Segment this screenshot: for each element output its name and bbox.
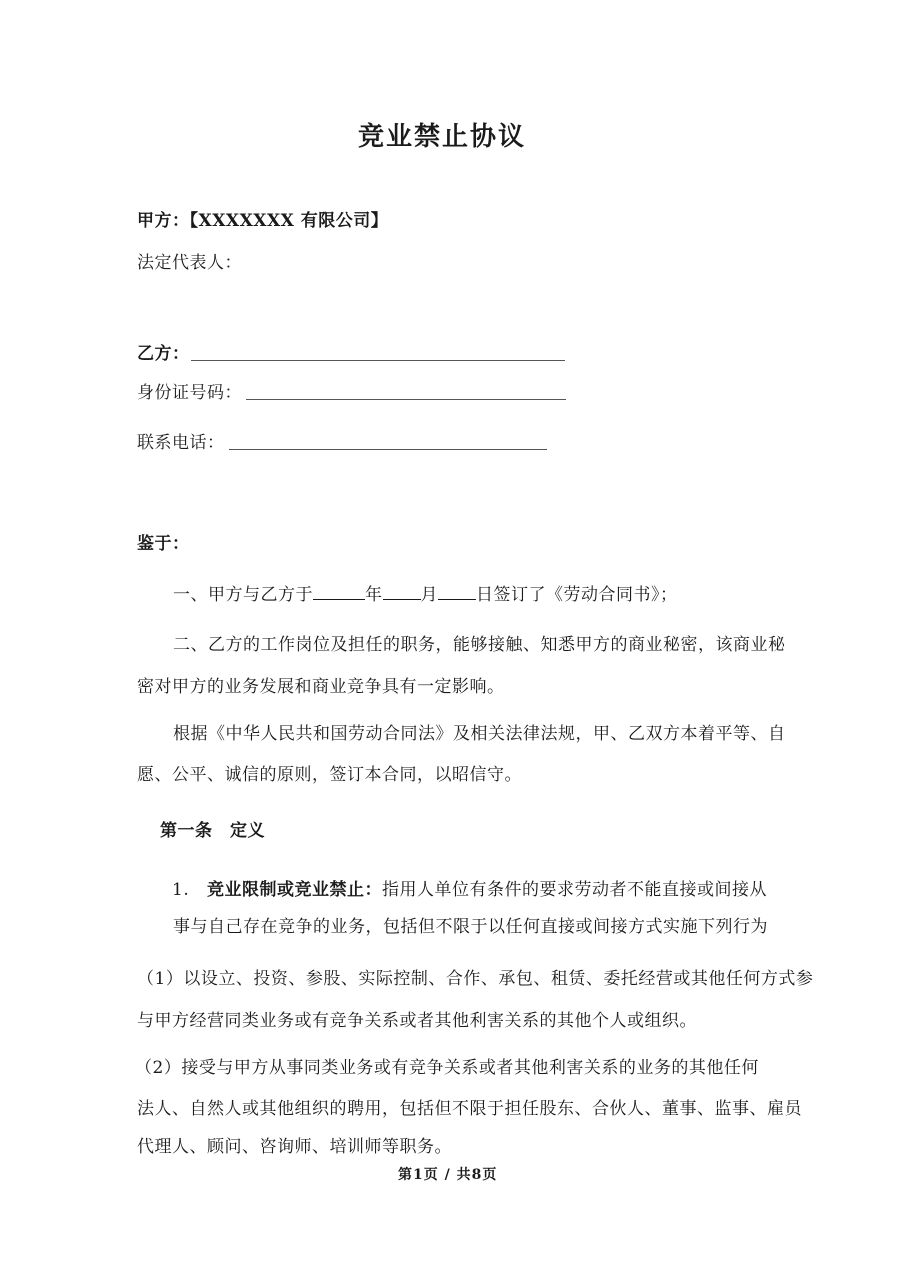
definition-line-1: 1. 竞业限制或竞业禁止：指用人单位有条件的要求劳动者不能直接或间接从 [172,880,767,900]
party-b-label: 乙方： [137,344,190,364]
id-number-label: 身份证号码： [137,383,242,403]
item-2-line-2: 法人、自然人或其他组织的聘用，包括但不限于担任股东、合伙人、董事、监事、雇员 [137,1099,802,1119]
legal-rep-label: 法定代表人： [137,253,242,273]
definition-term: 竞业限制或竞业禁止： [206,880,382,900]
document-title: 竞业禁止协议 [358,122,527,152]
whereas-item-2-line-1: 二、乙方的工作岗位及担任的职务，能够接触、知悉甲方的商业秘密，该商业秘 [173,635,786,655]
id-number-blank[interactable] [246,399,566,400]
year-blank[interactable] [313,583,365,600]
basis-line-2: 愿、公平、诚信的原则，签订本合同，以昭信守。 [137,765,522,785]
item-1-line-2: 与甲方经营同类业务或有竞争关系或者其他利害关系的其他个人或组织。 [137,1011,697,1031]
day-blank[interactable] [438,583,476,600]
item-2-line-1: （2）接受与甲方从事同类业务或有竞争关系或者其他利害关系的业务的其他任何 [135,1058,759,1078]
whereas-item-2-line-2: 密对甲方的业务发展和商业竞争具有一定影响。 [137,677,505,697]
item-2-line-3: 代理人、顾问、咨询师、培训师等职务。 [137,1137,452,1157]
page-footer: 第1页 / 共8页 [398,1167,498,1183]
party-a-value: 【XXXXXXX 有限公司】 [189,211,389,231]
month-blank[interactable] [383,583,421,600]
whereas-heading: 鉴于： [137,534,190,554]
definition-number: 1. [172,880,190,900]
item-1-line-1: （1）以设立、投资、参股、实际控制、合作、承包、租赁、委托经营或其他任何方式参 [137,969,814,989]
article-1-heading: 第一条 定义 [160,821,265,841]
phone-label: 联系电话： [137,433,225,453]
party-b-blank[interactable] [191,360,565,361]
basis-line-1: 根据《中华人民共和国劳动合同法》及相关法律法规，甲、乙双方本着平等、自 [173,724,786,744]
party-a-label: 甲方： [137,211,190,231]
whereas-item-1: 一、甲方与乙方于 年 月 日签订了《劳动合同书》； [173,585,678,605]
party-a-line [137,210,388,232]
phone-blank[interactable] [229,449,547,450]
definition-line-2: 事与自己存在竞争的业务，包括但不限于以任何直接或间接方式实施下列行为 [173,917,768,937]
